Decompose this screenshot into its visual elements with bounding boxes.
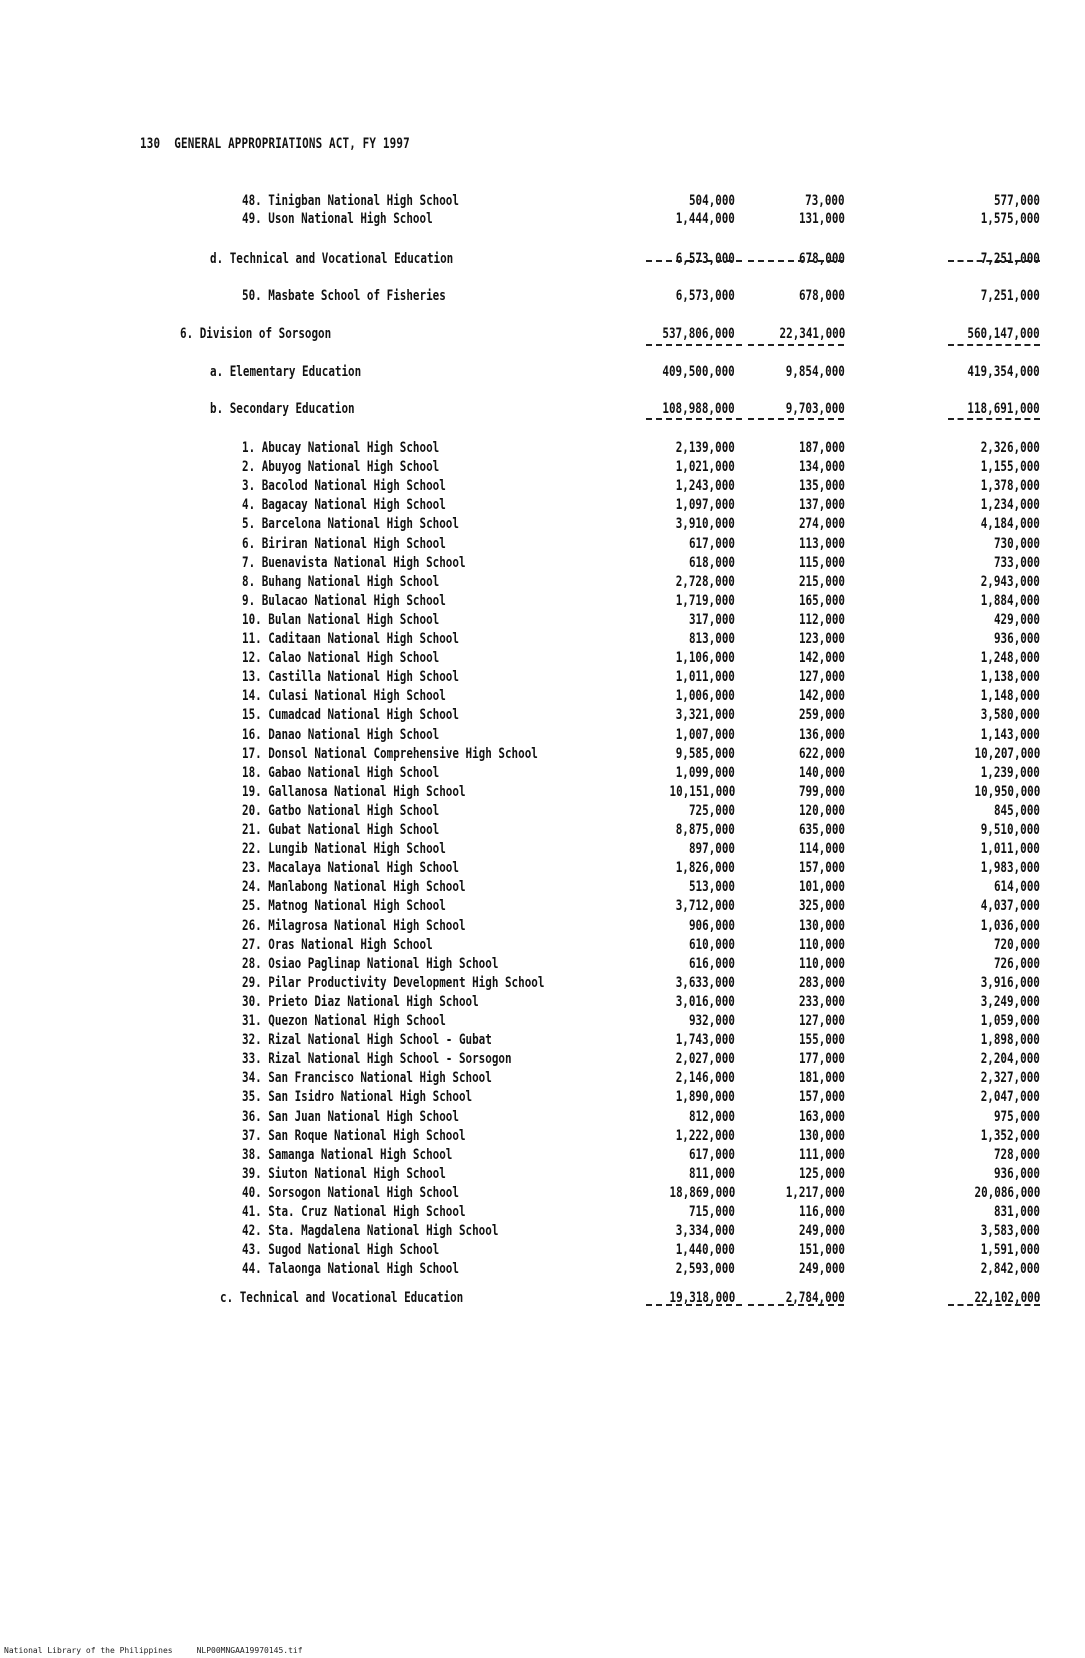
table-row — [0, 459, 1085, 477]
row-amount: 1,006,000 — [675, 688, 735, 705]
row-total: 1,148,000 — [980, 688, 1040, 705]
row-total: 22,102,000 — [974, 1290, 1040, 1306]
row-total: 9,510,000 — [980, 822, 1040, 838]
row-amount: 181,000 — [798, 1070, 845, 1087]
row-amount: 635,000 — [798, 822, 845, 838]
row-total: 1,143,000 — [980, 726, 1040, 743]
row-label: 39. Siuton National High School — [242, 1165, 446, 1182]
table-row — [0, 478, 1085, 496]
table-row — [0, 994, 1085, 1012]
table-row — [0, 1089, 1085, 1107]
table-row — [0, 497, 1085, 515]
row-label: 18. Gabao National High School — [242, 764, 440, 781]
row-amount: 110,000 — [798, 936, 845, 953]
row-amount: 155,000 — [798, 1032, 845, 1049]
subtotal-rule — [646, 1304, 742, 1306]
row-total: 936,000 — [993, 1165, 1040, 1182]
row-amount: 513,000 — [688, 879, 735, 896]
row-amount: 116,000 — [798, 1204, 845, 1220]
table-row — [0, 1109, 1085, 1127]
row-total: 10,207,000 — [974, 745, 1040, 762]
row-total: 1,248,000 — [980, 650, 1040, 667]
subtotal-rule — [948, 418, 1040, 420]
page-header — [140, 136, 410, 152]
row-total: 614,000 — [993, 879, 1040, 896]
row-amount: 622,000 — [798, 745, 845, 762]
row-total: 1,155,000 — [980, 459, 1040, 476]
row-label: 31. Quezon National High School — [242, 1013, 446, 1029]
row-amount: 142,000 — [798, 650, 845, 667]
row-amount: 504,000 — [688, 193, 735, 209]
row-amount: 725,000 — [688, 802, 735, 819]
row-total: 2,047,000 — [980, 1089, 1040, 1106]
table-row — [0, 193, 1085, 211]
row-total: 726,000 — [993, 955, 1040, 972]
table-row — [0, 898, 1085, 916]
row-amount: 113,000 — [798, 535, 845, 552]
row-label: 27. Oras National High School — [242, 936, 433, 953]
row-amount: 187,000 — [798, 440, 845, 456]
table-row — [0, 612, 1085, 630]
row-amount: 812,000 — [688, 1108, 735, 1125]
row-label: 28. Osiao Paglinap National High School — [242, 955, 499, 972]
footer-file: NLP00MNGAA19970145.tif — [196, 1646, 303, 1655]
subtotal-rule — [748, 260, 844, 262]
row-total: 7,251,000 — [980, 288, 1040, 304]
page-number: 130 — [140, 136, 161, 152]
row-label: 25. Matnog National High School — [242, 898, 446, 915]
row-label: 48. Tinigban National High School — [242, 193, 459, 209]
row-total: 720,000 — [993, 936, 1040, 953]
row-amount: 3,016,000 — [675, 993, 735, 1010]
row-amount: 165,000 — [798, 592, 845, 609]
row-amount: 932,000 — [688, 1013, 735, 1029]
row-amount: 1,743,000 — [675, 1032, 735, 1049]
row-amount: 906,000 — [688, 917, 735, 934]
row-label: 20. Gatbo National High School — [242, 802, 440, 819]
row-total: 419,354,000 — [967, 364, 1040, 380]
row-label: 7. Buenavista National High School — [242, 554, 466, 571]
row-amount: 18,869,000 — [669, 1184, 735, 1201]
row-total: 1,036,000 — [980, 917, 1040, 934]
row-total: 1,983,000 — [980, 860, 1040, 877]
row-label: 17. Donsol National Comprehensive High School — [242, 745, 538, 762]
row-amount: 9,585,000 — [675, 745, 735, 762]
table-row — [0, 1013, 1085, 1031]
row-amount: 157,000 — [798, 860, 845, 877]
table-row — [0, 1242, 1085, 1260]
row-amount: 110,000 — [798, 955, 845, 972]
row-amount: 1,826,000 — [675, 860, 735, 877]
row-amount: 22,341,000 — [779, 326, 845, 342]
row-amount: 283,000 — [798, 974, 845, 991]
table-row — [0, 650, 1085, 668]
row-amount: 215,000 — [798, 573, 845, 590]
row-amount: 1,021,000 — [675, 459, 735, 476]
row-label: 2. Abuyog National High School — [242, 459, 440, 476]
table-row — [0, 879, 1085, 897]
subtotal-rule — [748, 418, 844, 420]
table-row — [0, 784, 1085, 802]
row-amount: 157,000 — [798, 1089, 845, 1106]
row-amount: 3,910,000 — [675, 516, 735, 533]
row-label: 19. Gallanosa National High School — [242, 783, 466, 800]
row-total: 728,000 — [993, 1146, 1040, 1163]
row-amount: 3,321,000 — [675, 707, 735, 724]
row-amount: 120,000 — [798, 802, 845, 819]
table-row — [0, 211, 1085, 229]
row-total: 20,086,000 — [974, 1184, 1040, 1201]
row-label: 42. Sta. Magdalena National High School — [242, 1223, 499, 1240]
row-amount: 3,334,000 — [675, 1223, 735, 1240]
row-label: 38. Samanga National High School — [242, 1146, 453, 1163]
row-amount: 111,000 — [798, 1146, 845, 1163]
row-total: 3,580,000 — [980, 707, 1040, 724]
table-row — [0, 1185, 1085, 1203]
row-total: 1,352,000 — [980, 1127, 1040, 1144]
row-label: 14. Culasi National High School — [242, 688, 446, 705]
table-row — [0, 669, 1085, 687]
row-amount: 1,444,000 — [675, 211, 735, 227]
row-total: 730,000 — [993, 535, 1040, 552]
row-amount: 127,000 — [798, 669, 845, 686]
table-row — [0, 555, 1085, 573]
row-total: 3,249,000 — [980, 993, 1040, 1010]
table-row — [0, 1290, 1085, 1308]
row-amount: 317,000 — [688, 611, 735, 628]
subtotal-rule — [748, 1304, 844, 1306]
row-total: 975,000 — [993, 1108, 1040, 1125]
subtotal-rule — [748, 344, 844, 346]
footer-library: National Library of the Philippines — [4, 1646, 173, 1655]
row-amount: 616,000 — [688, 955, 735, 972]
row-label: 10. Bulan National High School — [242, 611, 440, 628]
row-amount: 813,000 — [688, 631, 735, 647]
subtotal-rule — [948, 260, 1040, 262]
row-amount: 617,000 — [688, 1146, 735, 1163]
table-row — [0, 1204, 1085, 1222]
subtotal-rule — [948, 1304, 1040, 1306]
row-label: 32. Rizal National High School - Gubat — [242, 1032, 492, 1049]
row-total: 1,138,000 — [980, 669, 1040, 686]
row-amount: 123,000 — [798, 631, 845, 647]
table-row — [0, 918, 1085, 936]
row-total: 1,378,000 — [980, 478, 1040, 495]
row-amount: 2,784,000 — [785, 1290, 845, 1306]
row-amount: 131,000 — [798, 211, 845, 227]
table-row — [0, 593, 1085, 611]
row-total: 2,943,000 — [980, 573, 1040, 590]
row-amount: 130,000 — [798, 917, 845, 934]
row-amount: 163,000 — [798, 1108, 845, 1125]
row-label: b. Secondary Education — [210, 401, 355, 417]
row-amount: 19,318,000 — [669, 1290, 735, 1306]
row-label: 37. San Roque National High School — [242, 1127, 466, 1144]
row-label: 9. Bulacao National High School — [242, 592, 446, 609]
row-total: 10,950,000 — [974, 783, 1040, 800]
row-label: 35. San Isidro National High School — [242, 1089, 473, 1106]
row-amount: 715,000 — [688, 1204, 735, 1220]
row-total: 1,898,000 — [980, 1032, 1040, 1049]
row-amount: 112,000 — [798, 611, 845, 628]
row-total: 2,326,000 — [980, 440, 1040, 456]
row-amount: 127,000 — [798, 1013, 845, 1029]
row-total: 577,000 — [993, 193, 1040, 209]
table-row — [0, 1070, 1085, 1088]
row-total: 1,575,000 — [980, 211, 1040, 227]
row-total: 2,327,000 — [980, 1070, 1040, 1087]
row-amount: 409,500,000 — [662, 364, 735, 380]
row-total: 7,251,000 — [980, 251, 1040, 267]
row-total: 936,000 — [993, 631, 1040, 647]
row-amount: 3,712,000 — [675, 898, 735, 915]
subtotal-rule — [646, 418, 742, 420]
row-label: 24. Manlabong National High School — [242, 879, 466, 896]
row-label: 29. Pilar Productivity Development High School — [242, 974, 545, 991]
row-label: 26. Milagrosa National High School — [242, 917, 466, 934]
row-amount: 259,000 — [798, 707, 845, 724]
subtotal-rule — [646, 344, 742, 346]
row-amount: 537,806,000 — [662, 326, 735, 342]
table-row — [0, 1032, 1085, 1050]
row-amount: 125,000 — [798, 1165, 845, 1182]
row-label: 49. Uson National High School — [242, 211, 433, 227]
row-amount: 115,000 — [798, 554, 845, 571]
row-total: 1,884,000 — [980, 592, 1040, 609]
row-amount: 10,151,000 — [669, 783, 735, 800]
row-label: 12. Calao National High School — [242, 650, 440, 667]
table-row — [0, 860, 1085, 878]
row-amount: 1,440,000 — [675, 1242, 735, 1259]
row-amount: 8,875,000 — [675, 822, 735, 838]
row-amount: 130,000 — [798, 1127, 845, 1144]
row-amount: 6,573,000 — [675, 251, 735, 267]
row-label: 15. Cumadcad National High School — [242, 707, 459, 724]
row-label: 16. Danao National High School — [242, 726, 440, 743]
row-amount: 799,000 — [798, 783, 845, 800]
row-amount: 811,000 — [688, 1165, 735, 1182]
row-label: 22. Lungib National High School — [242, 841, 446, 858]
row-amount: 9,854,000 — [785, 364, 845, 380]
row-amount: 678,000 — [798, 251, 845, 267]
row-total: 1,234,000 — [980, 497, 1040, 514]
row-amount: 6,573,000 — [675, 288, 735, 304]
row-label: 33. Rizal National High School - Sorsogon — [242, 1051, 512, 1068]
row-total: 2,204,000 — [980, 1051, 1040, 1068]
row-amount: 136,000 — [798, 726, 845, 743]
table-row — [0, 401, 1085, 419]
row-amount: 610,000 — [688, 936, 735, 953]
row-amount: 134,000 — [798, 459, 845, 476]
table-row — [0, 1051, 1085, 1069]
table-row — [0, 1223, 1085, 1241]
row-amount: 3,633,000 — [675, 974, 735, 991]
row-amount: 1,217,000 — [785, 1184, 845, 1201]
row-amount: 1,007,000 — [675, 726, 735, 743]
row-label: 21. Gubat National High School — [242, 822, 440, 838]
row-amount: 140,000 — [798, 764, 845, 781]
row-amount: 2,027,000 — [675, 1051, 735, 1068]
row-amount: 678,000 — [798, 288, 845, 304]
table-row — [0, 364, 1085, 382]
row-label: 43. Sugod National High School — [242, 1242, 440, 1259]
row-amount: 1,719,000 — [675, 592, 735, 609]
row-amount: 1,097,000 — [675, 497, 735, 514]
row-total: 4,184,000 — [980, 516, 1040, 533]
row-label: 1. Abucay National High School — [242, 440, 440, 456]
row-total: 560,147,000 — [967, 326, 1040, 342]
table-row — [0, 765, 1085, 783]
table-row — [0, 326, 1085, 344]
row-amount: 151,000 — [798, 1242, 845, 1259]
table-row — [0, 574, 1085, 592]
row-total: 1,011,000 — [980, 841, 1040, 858]
table-row — [0, 1261, 1085, 1279]
row-label: 30. Prieto Diaz National High School — [242, 993, 479, 1010]
row-amount: 618,000 — [688, 554, 735, 571]
table-row — [0, 440, 1085, 458]
row-amount: 142,000 — [798, 688, 845, 705]
row-total: 1,239,000 — [980, 764, 1040, 781]
page-title: GENERAL APPROPRIATIONS ACT, FY 1997 — [174, 136, 410, 152]
table-row — [0, 822, 1085, 840]
row-amount: 101,000 — [798, 879, 845, 896]
row-label: 40. Sorsogon National High School — [242, 1184, 459, 1201]
table-row — [0, 251, 1085, 269]
table-row — [0, 746, 1085, 764]
row-amount: 2,146,000 — [675, 1070, 735, 1087]
row-label: 5. Barcelona National High School — [242, 516, 459, 533]
row-amount: 233,000 — [798, 993, 845, 1010]
row-label: d. Technical and Vocational Education — [210, 251, 454, 267]
row-label: 3. Bacolod National High School — [242, 478, 446, 495]
row-amount: 2,593,000 — [675, 1261, 735, 1278]
row-total: 3,583,000 — [980, 1223, 1040, 1240]
row-amount: 1,106,000 — [675, 650, 735, 667]
table-row — [0, 975, 1085, 993]
row-amount: 274,000 — [798, 516, 845, 533]
table-row — [0, 803, 1085, 821]
table-row — [0, 688, 1085, 706]
subtotal-rule — [948, 344, 1040, 346]
row-amount: 2,139,000 — [675, 440, 735, 456]
table-row — [0, 1166, 1085, 1184]
row-amount: 9,703,000 — [785, 401, 845, 417]
row-amount: 325,000 — [798, 898, 845, 915]
row-label: 36. San Juan National High School — [242, 1108, 459, 1125]
row-label: 4. Bagacay National High School — [242, 497, 446, 514]
row-total: 3,916,000 — [980, 974, 1040, 991]
row-total: 2,842,000 — [980, 1261, 1040, 1278]
row-amount: 2,728,000 — [675, 573, 735, 590]
row-total: 4,037,000 — [980, 898, 1040, 915]
row-amount: 249,000 — [798, 1261, 845, 1278]
row-amount: 1,890,000 — [675, 1089, 735, 1106]
table-row — [0, 631, 1085, 649]
row-total: 1,591,000 — [980, 1242, 1040, 1259]
row-label: 8. Buhang National High School — [242, 573, 440, 590]
row-amount: 1,222,000 — [675, 1127, 735, 1144]
row-amount: 177,000 — [798, 1051, 845, 1068]
table-row — [0, 841, 1085, 859]
row-label: 50. Masbate School of Fisheries — [242, 288, 446, 304]
table-row — [0, 1128, 1085, 1146]
table-row — [0, 288, 1085, 306]
row-label: 6. Division of Sorsogon — [180, 326, 332, 342]
scan-footer — [4, 1646, 303, 1655]
row-label: 41. Sta. Cruz National High School — [242, 1204, 466, 1220]
row-amount: 1,099,000 — [675, 764, 735, 781]
row-amount: 897,000 — [688, 841, 735, 858]
table-row — [0, 956, 1085, 974]
row-amount: 137,000 — [798, 497, 845, 514]
table-row — [0, 536, 1085, 554]
row-amount: 73,000 — [805, 193, 845, 209]
row-total: 733,000 — [993, 554, 1040, 571]
row-label: 34. San Francisco National High School — [242, 1070, 492, 1087]
row-amount: 617,000 — [688, 535, 735, 552]
row-label: 23. Macalaya National High School — [242, 860, 459, 877]
row-total: 845,000 — [993, 802, 1040, 819]
row-total: 118,691,000 — [967, 401, 1040, 417]
row-label: 6. Biriran National High School — [242, 535, 446, 552]
table-row — [0, 707, 1085, 725]
row-amount: 249,000 — [798, 1223, 845, 1240]
row-amount: 135,000 — [798, 478, 845, 495]
row-label: 44. Talaonga National High School — [242, 1261, 459, 1278]
row-amount: 114,000 — [798, 841, 845, 858]
table-row — [0, 1147, 1085, 1165]
table-row — [0, 937, 1085, 955]
row-total: 429,000 — [993, 611, 1040, 628]
row-amount: 108,988,000 — [662, 401, 735, 417]
row-label: c. Technical and Vocational Education — [220, 1290, 464, 1306]
row-total: 1,059,000 — [980, 1013, 1040, 1029]
row-amount: 1,011,000 — [675, 669, 735, 686]
table-row — [0, 516, 1085, 534]
row-amount: 1,243,000 — [675, 478, 735, 495]
row-total: 831,000 — [993, 1204, 1040, 1220]
table-row — [0, 727, 1085, 745]
row-label: 13. Castilla National High School — [242, 669, 459, 686]
subtotal-rule — [646, 260, 742, 262]
row-label: 11. Caditaan National High School — [242, 631, 459, 647]
row-label: a. Elementary Education — [210, 364, 362, 380]
